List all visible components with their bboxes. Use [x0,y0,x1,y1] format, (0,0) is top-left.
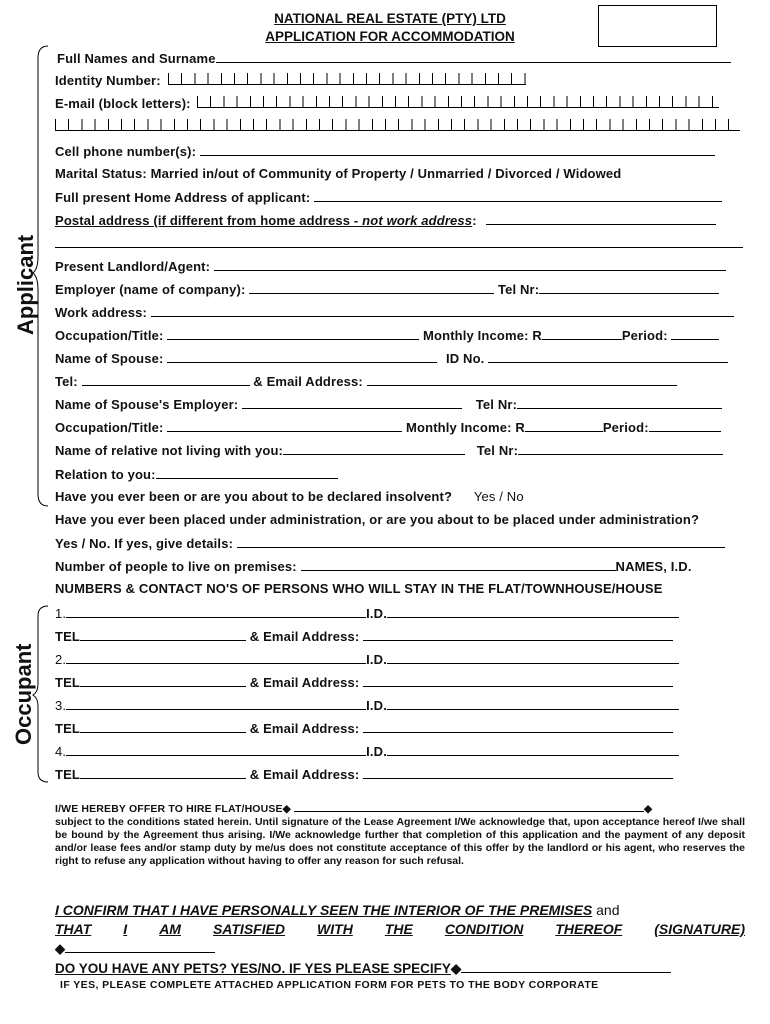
home-address-row [55,189,722,205]
spouse-name-label: Name of Spouse: [55,351,164,366]
occupant-email-label: & Email Address: [249,721,360,736]
occupant-3-contact-row [55,720,673,736]
office-use-box[interactable] [598,5,717,47]
occupant-email-field[interactable] [363,720,673,733]
administration-question: Have you ever been placed under administration, or are you about to be placed under administration? [55,512,700,527]
employer-tel-label: Tel Nr: [497,282,540,297]
email-row-2 [55,119,740,134]
occupant-id-label: I.D. [366,698,387,713]
company-name: NATIONAL REAL ESTATE (PTY) LTD [274,11,506,26]
relative-field[interactable] [283,442,465,455]
postal-address-row: Postal address (if different from home address - not work address: [55,212,716,228]
pets-field[interactable] [461,960,671,973]
spouse-income-label: Monthly Income: R [406,420,525,435]
insolvent-question: Have you ever been or are you about to be declared insolvent? [55,489,453,504]
occupant-2-contact-row [55,674,673,690]
occupant-tel-label: TEL [55,767,81,782]
cell-label: Cell phone number(s): [55,144,197,159]
relative-row [55,442,723,458]
people-count-field[interactable] [301,558,616,571]
spouse-employer-row [55,396,722,412]
contact-numbers-heading: NUMBERS & CONTACT NO'S OF PERSONS WHO WILL STAY IN THE FLAT/TOWNHOUSE/HOUSE [55,581,663,596]
postal-address-field[interactable] [486,212,716,225]
relation-label: Relation to you: [55,467,156,482]
diamond-icon: ◆ [643,803,653,815]
diamond-icon: ◆ [55,941,66,956]
administration-details-field[interactable] [237,535,725,548]
employer-tel-field[interactable] [539,281,719,294]
occupant-id-field[interactable] [387,743,679,756]
postal-address-row-2 [55,235,743,251]
occupant-name-field[interactable] [66,697,366,710]
occupant-email-field[interactable] [363,766,673,779]
occupant-email-label: & Email Address: [249,675,360,690]
cell-field[interactable] [200,143,715,156]
applicant-side-label: Applicant [13,234,38,335]
landlord-field[interactable] [214,258,726,271]
occupant-name-field[interactable] [66,651,366,664]
occupant-email-field[interactable] [363,674,673,687]
occupant-tel-label: TEL [55,629,81,644]
occupant-email-label: & Email Address: [249,629,360,644]
confirm-line-1: I CONFIRM THAT I HAVE PERSONALLY SEEN THE INTERIOR OF THE PREMISES and [55,902,620,918]
period-label: Period: [621,328,668,343]
employer-field[interactable] [249,281,494,294]
occupant-email-field[interactable] [363,628,673,641]
relative-tel-field[interactable] [518,442,723,455]
spouse-period-label: Period: [602,420,649,435]
occupant-tel-field[interactable] [80,766,246,779]
occupant-name-field[interactable] [66,605,366,618]
spouse-occupation-label: Occupation/Title: [55,420,164,435]
work-address-row [55,304,734,320]
monthly-income-label: Monthly Income: R [423,328,542,343]
occupant-tel-field[interactable] [80,628,246,641]
landlord-row [55,258,726,274]
applicant-brace [32,44,50,509]
occupant-4-contact-row [55,766,673,782]
offer-body: subject to the conditions stated herein. Until signature of the Lease Agreement I/We acknowledge that, upon acceptance hereof I/we shall be bound by the Agreement thus arising. I/We acknowledge further that completion of this application and the payment of any deposit and/or lease fees and/or stamp duty by me/us does not constitute acceptance of this offer by the landlord or his agent, who reserves the right to refuse any application without having to offer any reason for such refusal. [55,816,745,867]
identity-number-field[interactable] [168,73,526,85]
names-id-label: NAMES, I.D. [615,559,692,574]
work-address-field[interactable] [151,304,734,317]
confirm-line-2: THAT I AM SATISFIED WITH THE CONDITION THEREOF (SIGNATURE) [55,921,745,937]
occupant-number: 3. [55,698,67,713]
occupant-4-row [55,743,679,759]
spouse-tel-field[interactable] [82,373,250,386]
spouse-period-field[interactable] [649,419,721,432]
occupant-id-label: I.D. [366,652,387,667]
spouse-employer-field[interactable] [242,396,462,409]
home-address-label: Full present Home Address of applicant: [55,190,311,205]
occupant-email-label: & Email Address: [249,767,360,782]
relative-label: Name of relative not living with you: [55,443,284,458]
spouse-employer-tel-label: Tel Nr: [475,397,518,412]
spouse-tel-label: Tel: [55,374,78,389]
cell-row [55,143,715,159]
occupant-2-row [55,651,679,667]
full-names-field[interactable] [216,50,731,63]
work-address-label: Work address: [55,305,148,320]
spouse-occupation-row [55,419,721,435]
spouse-email-field[interactable] [367,373,677,386]
postal-address-field-2[interactable] [55,235,743,248]
spouse-row [55,350,728,366]
relation-field[interactable] [156,466,338,479]
diamond-icon: ◆ [282,803,291,815]
pets-note: IF YES, PLEASE COMPLETE ATTACHED APPLICATION FORM FOR PETS TO THE BODY CORPORATE [60,979,599,991]
occupant-id-label: I.D. [366,606,387,621]
spouse-id-field[interactable] [488,350,728,363]
occupant-side-label: Occupant [11,643,36,745]
offer-row [55,801,652,815]
occupant-number: 1. [55,606,67,621]
signature-row [55,940,215,957]
spouse-email-label: & Email Address: [253,374,363,389]
monthly-income-field[interactable] [542,327,622,340]
occupant-1-row [55,605,679,621]
occupant-id-field[interactable] [387,605,679,618]
employer-label: Employer (name of company): [55,282,246,297]
identity-number-label: Identity Number: [55,73,161,88]
spouse-name-field[interactable] [167,350,437,363]
occupant-brace [32,604,50,786]
form-title: APPLICATION FOR ACCOMMODATION [265,29,515,44]
landlord-label: Present Landlord/Agent: [55,259,211,274]
occupant-id-label: I.D. [366,744,387,759]
email-field[interactable] [197,96,719,108]
spouse-income-field[interactable] [525,419,603,432]
occupation-label: Occupation/Title: [55,328,164,343]
occupant-tel-label: TEL [55,675,81,690]
occupation-row [55,327,719,343]
occupation-field[interactable] [167,327,419,340]
people-count-label: Number of people to live on premises: [55,559,297,574]
occupant-tel-field[interactable] [80,674,246,687]
full-names-label: Full Names and Surname [57,51,216,66]
identity-number-row [55,73,526,88]
occupant-1-contact-row [55,628,673,644]
occupant-number: 4. [55,744,67,759]
occupant-3-row [55,697,679,713]
employer-row [55,281,719,297]
people-count-row [55,558,747,574]
signature-field[interactable] [65,940,215,953]
occupant-number: 2. [55,652,67,667]
occupant-name-field[interactable] [66,743,366,756]
insolvent-row [55,489,524,504]
home-address-field[interactable] [314,189,722,202]
pets-row [55,960,671,977]
occupant-tel-field[interactable] [80,720,246,733]
email-field-2[interactable] [55,119,740,131]
diamond-icon: ◆ [450,961,462,976]
occupant-id-field[interactable] [387,651,679,664]
email-row [55,96,719,111]
spouse-id-label: ID No. [445,351,485,366]
pets-question: DO YOU HAVE ANY PETS? YES/NO. IF YES PLEASE SPECIFY [55,961,451,976]
administration-details-label: Yes / No. If yes, give details: [55,536,234,551]
period-field[interactable] [671,327,719,340]
full-names-row [57,50,731,66]
spouse-employer-label: Name of Spouse's Employer: [55,397,239,412]
occupant-tel-label: TEL [55,721,81,736]
relation-row [55,466,338,482]
email-label: E-mail (block letters): [55,96,191,111]
insolvent-yes-no[interactable]: Yes / No [473,489,524,504]
offer-premises-field[interactable] [294,801,644,812]
marital-status: Marital Status: Married in/out of Community of Property / Unmarried / Divorced / Widowed [55,166,622,181]
relative-tel-label: Tel Nr: [476,443,519,458]
offer-lead: I/WE HEREBY OFFER TO HIRE FLAT/HOUSE [55,803,283,815]
spouse-employer-tel-field[interactable] [517,396,722,409]
administration-details-row [55,535,725,551]
spouse-contact-row [55,373,677,389]
occupant-id-field[interactable] [387,697,679,710]
spouse-occupation-field[interactable] [167,419,402,432]
postal-address-label: Postal address (if different from home address - not work address [55,213,473,228]
